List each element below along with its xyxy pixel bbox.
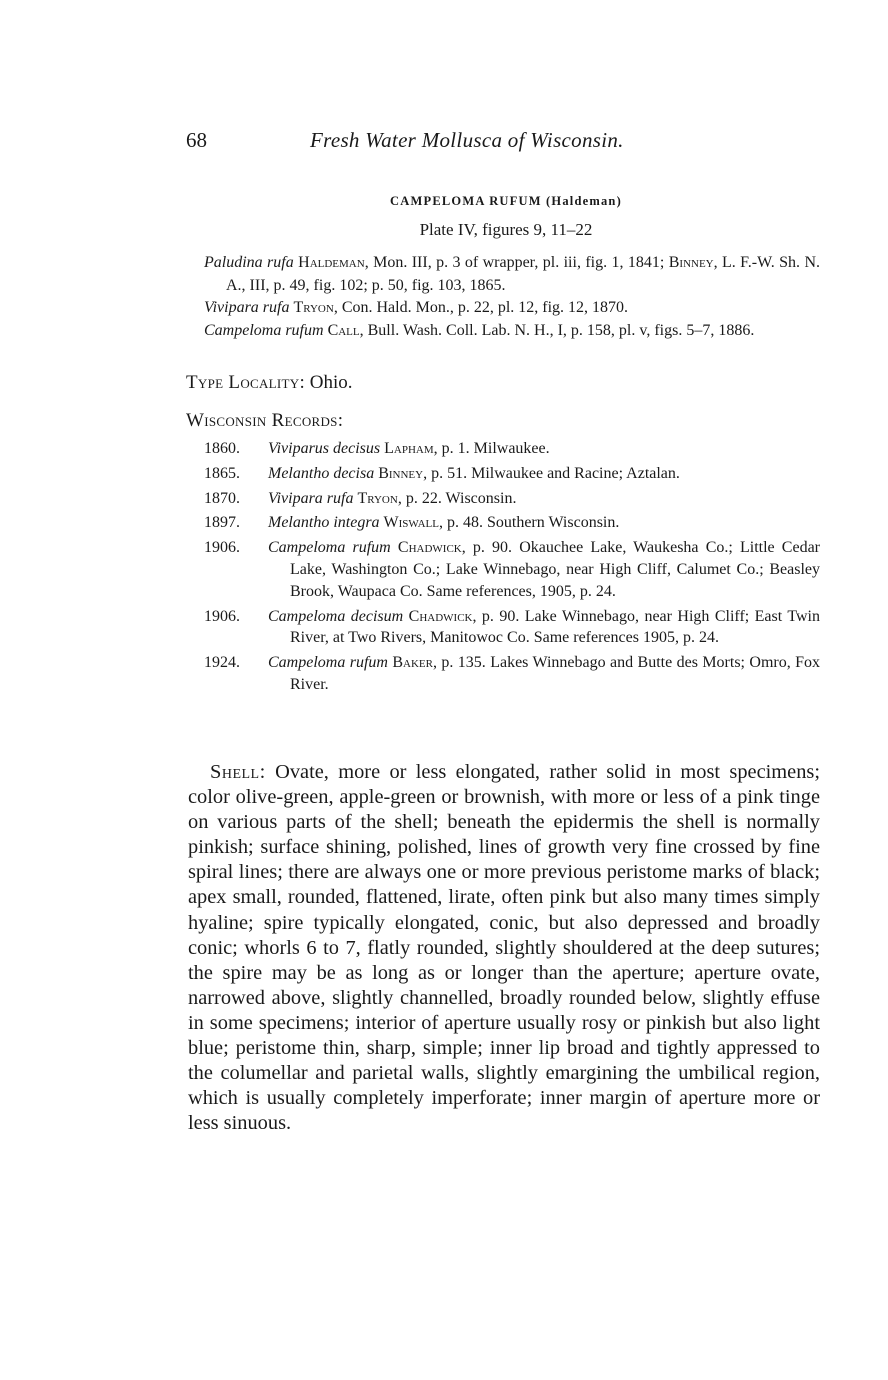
author-name: Wiswall xyxy=(383,514,439,532)
taxon-name: Melantho integra xyxy=(268,514,380,532)
plate-reference: Plate IV, figures 9, 11–22 xyxy=(419,220,593,239)
author-name: Baker xyxy=(392,654,433,672)
record-text: , p. 51. Milwaukee and Racine; Aztalan. xyxy=(423,464,680,482)
record-year: 1906. xyxy=(204,539,240,557)
synonymy-entry xyxy=(204,297,820,320)
synonymy-entry xyxy=(204,320,820,343)
taxon-name: Campeloma decisum xyxy=(268,607,404,625)
type-locality-label: Type Locality: xyxy=(186,372,306,393)
shell-description xyxy=(188,760,820,1136)
citation-text: , Bull. Wash. Coll. Lab. N. H., I, p. 158, pl. v, figs. 5–7, 1886. xyxy=(359,321,755,339)
wisconsin-records-heading: Wisconsin Records: xyxy=(186,410,344,431)
record-entry xyxy=(204,488,820,510)
author-name: Haldeman xyxy=(298,254,365,271)
species-name: CAMPELOMA RUFUM xyxy=(390,194,542,208)
record-year: 1860. xyxy=(204,440,240,457)
author-name: Binney xyxy=(668,254,714,271)
record-text: , p. 1. Milwaukee. xyxy=(433,440,550,457)
author-name: Chadwick xyxy=(408,607,473,625)
taxon-name: Paludina rufa xyxy=(204,254,294,271)
taxon-name: Vivipara rufa xyxy=(268,489,354,507)
record-entry xyxy=(204,652,820,696)
record-entry xyxy=(204,512,820,534)
record-text: , p. 90. Okauchee Lake, Waukesha Co.; Little Cedar Lake, Washington Co.; Lake Winnebago, near High Cliff, Calumet Co.; Beasley Brook, Waupaca Co. Same references, 1905, p. 24. xyxy=(290,539,820,600)
type-locality xyxy=(186,372,353,394)
taxon-name: Campeloma rufum xyxy=(268,539,391,557)
citation-text: , Mon. III, p. 3 of wrapper, pl. iii, fig. 1, 1841; xyxy=(364,254,669,271)
record-year: 1924. xyxy=(204,654,240,672)
record-entry xyxy=(204,463,820,485)
running-title: Fresh Water Mollusca of Wisconsin. xyxy=(310,128,624,152)
shell-text: Ovate, more or less elongated, rather solid in most specimens; color olive-green, apple-green or brownish, with more or less of a pink tinge on various parts of the shell; beneath the epidermis the shell is normally pinkish; surface shining, polished, lines of growth very fine crossed by fine spiral lines; there are always one or more previous peristome marks of black; apex small, rounded, flattened, lirate, often pink but also many times simply hyaline; spire typically elongated, conic, but also depressed and broadly conic; whorls 6 to 7, flatly rounded, slightly shouldered at the deep sutures; the spire may be as long as or longer than the aperture; aperture ovate, narrowed above, slightly channelled, broadly rounded below, slightly effuse in some specimens; interior of aperture usually rosy or pinkish but also light blue; peristome thin, sharp, simple; inner lip broad and tightly appressed to the columellar and parietal walls, slightly emargining the umbilical region, which is usually completely imperforate; inner margin of aperture more or less sinuous. xyxy=(188,761,820,1135)
author-name: Lapham xyxy=(384,440,434,457)
record-text: , p. 22. Wisconsin. xyxy=(397,489,517,507)
type-locality-value: Ohio. xyxy=(309,372,353,393)
taxon-name: Campeloma rufum xyxy=(268,654,388,672)
taxon-name: Vivipara rufa xyxy=(204,299,290,316)
synonymy-entry xyxy=(204,252,820,297)
citation-text: , Con. Hald. Mon., p. 22, pl. 12, fig. 12, 1870. xyxy=(333,299,629,316)
running-head xyxy=(186,128,826,158)
author-name: Call xyxy=(327,321,360,339)
record-year: 1897. xyxy=(204,514,240,532)
citation-text: , L. F.-W. Sh. N. A., III, p. 49, fig. 102; p. 50, fig. 103, 1865. xyxy=(226,254,821,294)
author-name: Chadwick xyxy=(397,539,462,557)
record-text: , p. 135. Lakes Winnebago and Butte des Morts; Omro, Fox River. xyxy=(290,654,821,693)
record-year: 1906. xyxy=(204,607,240,625)
record-year: 1865. xyxy=(204,464,240,482)
shell-label: Shell: xyxy=(210,761,266,783)
author-name: Tryon xyxy=(293,299,334,316)
taxon-name: Viviparus decisus xyxy=(268,440,381,457)
taxon-name: Campeloma rufum xyxy=(204,321,324,339)
record-year: 1870. xyxy=(204,489,240,507)
record-text: , p. 90. Lake Winnebago, near High Cliff; East Twin River, at Two Rivers, Manitowoc Co. Same references 1905, p. 24. xyxy=(290,607,821,647)
species-author: (Haldeman) xyxy=(546,194,622,208)
species-heading xyxy=(186,194,826,209)
record-entry xyxy=(204,606,820,650)
synonymy-list xyxy=(204,252,820,342)
taxon-name: Melantho decisa xyxy=(268,464,375,482)
page-number: 68 xyxy=(186,128,207,152)
author-name: Binney xyxy=(378,464,424,482)
wisconsin-records-list xyxy=(204,438,820,699)
record-text: , p. 48. Southern Wisconsin. xyxy=(438,514,620,532)
record-entry xyxy=(204,438,820,460)
author-name: Tryon xyxy=(357,489,398,507)
record-entry xyxy=(204,537,820,602)
